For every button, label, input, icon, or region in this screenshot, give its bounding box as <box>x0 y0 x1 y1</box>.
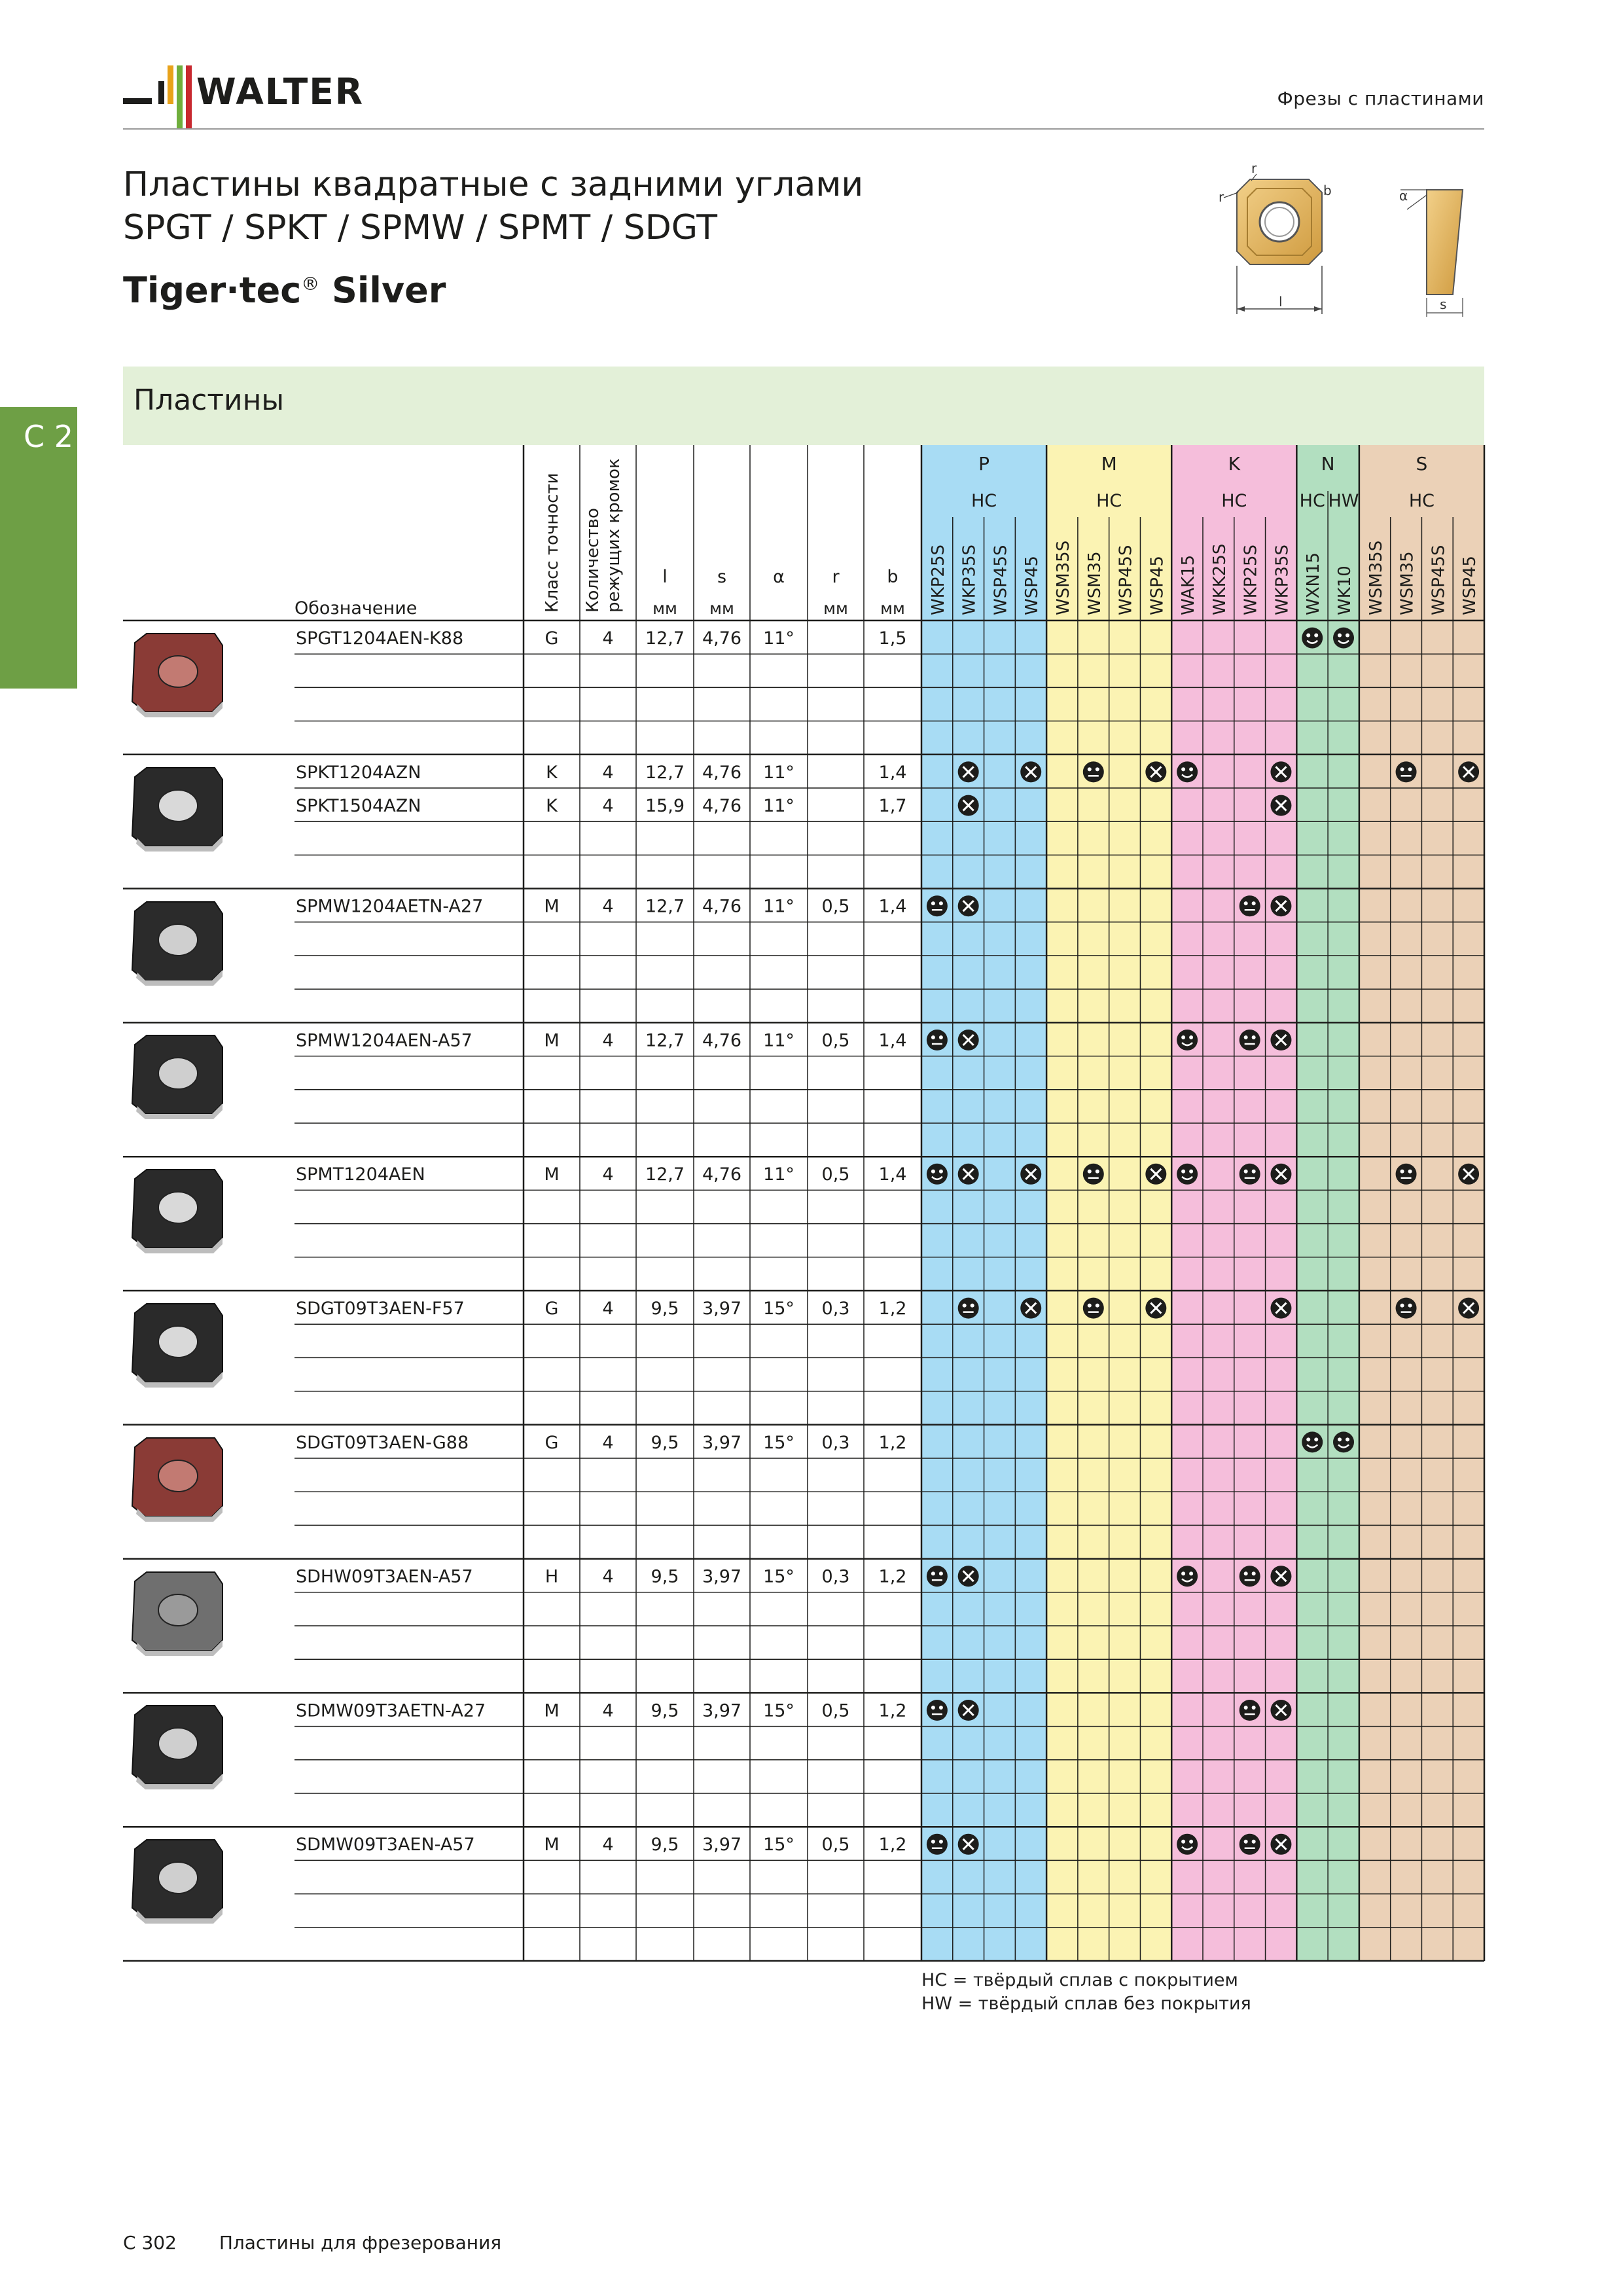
rating-poor-icon <box>1270 1298 1291 1319</box>
rating-medium-icon <box>927 1030 948 1050</box>
cell-edges: 4 <box>602 628 614 649</box>
rating-medium-icon <box>1240 1030 1260 1050</box>
sketch-label-s: s <box>1440 296 1447 312</box>
cell-b: 1,2 <box>878 1299 907 1319</box>
insert-photo <box>123 762 228 854</box>
chapter-tab-label: C 2 <box>24 419 74 454</box>
cell-s: 3,97 <box>702 1432 742 1453</box>
cell-alpha: 11° <box>763 896 794 917</box>
rating-good-icon <box>1177 1566 1198 1587</box>
grade-label: WSP45 <box>1022 556 1043 615</box>
grade-label: WKP25S <box>1241 544 1261 615</box>
cell-b: 1,2 <box>878 1566 907 1587</box>
cell-s: 4,76 <box>702 796 742 816</box>
rating-good-icon <box>927 1164 948 1185</box>
rating-poor-icon <box>958 795 979 816</box>
grade-label: WKP25S <box>928 544 948 615</box>
cell-tolerance: G <box>544 1432 559 1453</box>
cell-r: 0,5 <box>821 896 850 917</box>
rating-good-icon <box>1302 628 1323 649</box>
cell-alpha: 11° <box>763 796 794 816</box>
cell-tolerance: M <box>544 896 560 917</box>
rating-poor-icon <box>958 895 979 916</box>
header-unit: мм <box>709 599 734 618</box>
rating-poor-icon <box>1145 761 1166 782</box>
header-alpha: α <box>773 567 785 587</box>
rating-medium-icon <box>1083 761 1104 782</box>
rating-medium-icon <box>927 1566 948 1587</box>
cell-r: 0,5 <box>821 1030 850 1051</box>
cell-l: 9,5 <box>651 1700 679 1721</box>
subgroup-label: HC <box>1299 491 1325 511</box>
cell-tolerance: M <box>544 1835 560 1856</box>
insert-photo <box>123 628 228 720</box>
registered-mark: ® <box>301 273 320 295</box>
cell-l: 9,5 <box>651 1299 679 1319</box>
header-unit: мм <box>880 599 905 618</box>
header-designation: Обозначение <box>294 598 418 619</box>
group-label-s: S <box>1416 453 1428 475</box>
rating-poor-icon <box>958 1030 979 1050</box>
grade-label: WSM35S <box>1366 540 1386 615</box>
rating-poor-icon <box>958 1164 979 1185</box>
rating-poor-icon <box>1458 761 1479 782</box>
logo-text: WALTER <box>196 71 365 113</box>
rating-medium-icon <box>927 1700 948 1721</box>
rating-medium-icon <box>958 1298 979 1319</box>
insert-designation: SPMW1204AEN-A57 <box>296 1030 473 1051</box>
cell-l: 12,7 <box>645 1164 685 1185</box>
grade-label: WKP35S <box>1272 544 1293 615</box>
rating-medium-icon <box>1240 1700 1260 1721</box>
cell-alpha: 11° <box>763 1164 794 1185</box>
rating-medium-icon <box>927 895 948 916</box>
insert-photo <box>123 1700 228 1792</box>
rating-poor-icon <box>1458 1164 1479 1185</box>
header-r: r <box>832 567 840 587</box>
cell-s: 4,76 <box>702 1030 742 1051</box>
grade-label: WK10 <box>1335 565 1355 615</box>
grade-label: WSM35S <box>1054 540 1073 615</box>
insert-photo <box>123 1164 228 1256</box>
rating-poor-icon <box>1270 1164 1291 1185</box>
cell-edges: 4 <box>602 796 614 816</box>
cell-alpha: 15° <box>763 1432 794 1453</box>
sketch-label-r2: r <box>1251 164 1257 176</box>
insert-designation: SPKT1204AZN <box>296 762 421 783</box>
insert-designation: SDGT09T3AEN-F57 <box>296 1299 465 1319</box>
cell-edges: 4 <box>602 1299 614 1319</box>
cell-edges: 4 <box>602 1700 614 1721</box>
insert-designation: SPKT1504AZN <box>296 796 421 816</box>
cell-b: 1,4 <box>878 896 907 917</box>
rating-poor-icon <box>1020 761 1041 782</box>
rating-good-icon <box>1177 761 1198 782</box>
page-subtitle: SPGT / SPKT / SPMW / SPMT / SDGT <box>123 208 717 247</box>
grade-label: WSP45S <box>1429 545 1449 615</box>
grade-label: WXN15 <box>1304 552 1324 615</box>
cell-b: 1,2 <box>878 1700 907 1721</box>
rating-good-icon <box>1302 1431 1323 1452</box>
rating-poor-icon <box>1270 761 1291 782</box>
cell-s: 3,97 <box>702 1835 742 1856</box>
cell-b: 1,7 <box>878 796 907 816</box>
insert-designation: SDMW09T3AETN-A27 <box>296 1700 486 1721</box>
rating-poor-icon <box>1270 1834 1291 1855</box>
rating-poor-icon <box>958 1834 979 1855</box>
rating-poor-icon <box>958 761 979 782</box>
subgroup-label: HC <box>1096 491 1122 511</box>
cell-tolerance: M <box>544 1700 560 1721</box>
legend <box>921 1969 1251 2016</box>
rating-good-icon <box>1177 1834 1198 1855</box>
cell-b: 1,4 <box>878 1164 907 1185</box>
grade-label: WKP35S <box>959 544 980 615</box>
sketch-label-r1: r <box>1219 189 1224 205</box>
grade-label: WSP45S <box>991 545 1011 615</box>
product-suffix: Silver <box>332 270 446 311</box>
grade-label: WSM35 <box>1084 551 1105 615</box>
header-edges: режущих кромок <box>604 458 624 613</box>
rating-medium-icon <box>1240 1834 1260 1855</box>
rating-poor-icon <box>1020 1164 1041 1185</box>
cell-edges: 4 <box>602 1030 614 1051</box>
insert-designation: SDMW09T3AEN-A57 <box>296 1835 475 1856</box>
cell-s: 4,76 <box>702 896 742 917</box>
header-s: s <box>717 567 727 587</box>
grade-label: WSM35 <box>1397 551 1418 615</box>
group-label-m: M <box>1101 453 1117 475</box>
rating-medium-icon <box>1396 761 1417 782</box>
rating-good-icon <box>1333 628 1354 649</box>
cell-tolerance: K <box>546 796 558 816</box>
cell-edges: 4 <box>602 1432 614 1453</box>
page-title: Пластины квадратные с задними углами <box>123 165 864 204</box>
rating-poor-icon <box>1270 1566 1291 1587</box>
legend-hc: HC = твёрдый сплав с покрытием <box>921 1970 1238 1990</box>
rating-good-icon <box>1177 1164 1198 1185</box>
cell-edges: 4 <box>602 1164 614 1185</box>
cell-edges: 4 <box>602 1835 614 1856</box>
cell-b: 1,5 <box>878 628 907 649</box>
cell-tolerance: K <box>546 762 558 783</box>
cell-s: 3,97 <box>702 1566 742 1587</box>
grade-label: WSP45S <box>1116 545 1136 615</box>
rating-poor-icon <box>1270 895 1291 916</box>
rating-medium-icon <box>1240 1566 1260 1587</box>
cell-s: 4,76 <box>702 628 742 649</box>
section-title: Фрезы с пластинами <box>1277 88 1484 109</box>
cell-tolerance: M <box>544 1030 560 1051</box>
insert-designation: SPMT1204AEN <box>296 1164 425 1185</box>
subgroup-label: HW <box>1328 491 1359 511</box>
cell-b: 1,2 <box>878 1835 907 1856</box>
cell-s: 4,76 <box>702 1164 742 1185</box>
page-number: C 302 <box>123 2232 177 2253</box>
grade-label: WKK25S <box>1209 543 1230 615</box>
cell-l: 12,7 <box>645 628 685 649</box>
cell-l: 15,9 <box>645 796 685 816</box>
cell-s: 3,97 <box>702 1299 742 1319</box>
rating-poor-icon <box>1145 1164 1166 1185</box>
subgroup-label: HC <box>1221 491 1247 511</box>
cell-alpha: 15° <box>763 1835 794 1856</box>
cell-alpha: 15° <box>763 1700 794 1721</box>
rating-good-icon <box>1333 1431 1354 1452</box>
insert-designation: SDGT09T3AEN-G88 <box>296 1432 469 1453</box>
insert-designation: SPGT1204AEN-K88 <box>296 628 464 649</box>
cell-r: 0,5 <box>821 1164 850 1185</box>
cell-r: 0,3 <box>821 1566 850 1587</box>
insert-photo <box>123 1835 228 1926</box>
cell-l: 12,7 <box>645 896 685 917</box>
cell-r: 0,5 <box>821 1700 850 1721</box>
cell-edges: 4 <box>602 896 614 917</box>
rating-medium-icon <box>1396 1298 1417 1319</box>
cell-l: 9,5 <box>651 1566 679 1587</box>
cell-s: 3,97 <box>702 1700 742 1721</box>
group-label-k: K <box>1228 453 1240 475</box>
header-tolerance: Класс точности <box>543 473 562 613</box>
header-edges: Количество <box>583 508 603 613</box>
legend-hw: HW = твёрдый сплав без покрытия <box>921 1994 1251 2014</box>
cell-tolerance: M <box>544 1164 560 1185</box>
rating-medium-icon <box>1240 895 1260 916</box>
cell-b: 1,2 <box>878 1432 907 1453</box>
footer-text: Пластины для фрезерования <box>219 2232 502 2253</box>
sketch-label-l: l <box>1279 294 1283 310</box>
grade-label: WSP45 <box>1460 556 1480 615</box>
section-band-title: Пластины <box>134 384 285 417</box>
rating-good-icon <box>1177 1030 1198 1050</box>
sketch-label-b: b <box>1323 183 1332 198</box>
cell-r: 0,3 <box>821 1299 850 1319</box>
rating-medium-icon <box>1240 1164 1260 1185</box>
insert-photo <box>123 1030 228 1122</box>
product-name: Tiger·tec <box>123 270 302 311</box>
insert-photo <box>123 1299 228 1390</box>
cell-tolerance: G <box>544 1299 559 1319</box>
cell-l: 12,7 <box>645 762 685 783</box>
cell-tolerance: H <box>544 1566 559 1587</box>
cell-r: 0,5 <box>821 1835 850 1856</box>
subgroup-label: HC <box>1408 491 1435 511</box>
rating-medium-icon <box>1396 1164 1417 1185</box>
insert-designation: SPMW1204AETN-A27 <box>296 896 484 917</box>
cell-alpha: 11° <box>763 628 794 649</box>
rating-poor-icon <box>1020 1298 1041 1319</box>
rating-poor-icon <box>958 1566 979 1587</box>
rating-poor-icon <box>1145 1298 1166 1319</box>
cell-alpha: 11° <box>763 1030 794 1051</box>
cell-edges: 4 <box>602 1566 614 1587</box>
rating-poor-icon <box>1458 1298 1479 1319</box>
insert-photo <box>123 1433 228 1524</box>
cell-l: 12,7 <box>645 1030 685 1051</box>
rating-poor-icon <box>1270 1700 1291 1721</box>
cell-s: 4,76 <box>702 762 742 783</box>
rating-medium-icon <box>1083 1298 1104 1319</box>
header-l: l <box>662 567 668 587</box>
grade-label: WAK15 <box>1179 554 1199 615</box>
cell-tolerance: G <box>544 628 559 649</box>
sketch-label-alpha: α <box>1399 188 1408 204</box>
rating-medium-icon <box>927 1834 948 1855</box>
rating-poor-icon <box>1270 1030 1291 1050</box>
cell-l: 9,5 <box>651 1432 679 1453</box>
cell-l: 9,5 <box>651 1835 679 1856</box>
header-unit: мм <box>823 599 848 618</box>
cell-alpha: 11° <box>763 762 794 783</box>
cell-alpha: 15° <box>763 1299 794 1319</box>
subgroup-label: HC <box>971 491 997 511</box>
cell-r: 0,3 <box>821 1432 850 1453</box>
cell-b: 1,4 <box>878 1030 907 1051</box>
rating-medium-icon <box>1083 1164 1104 1185</box>
header-unit: мм <box>652 599 677 618</box>
page-footer <box>123 2232 501 2253</box>
cell-edges: 4 <box>602 762 614 783</box>
group-label-p: P <box>978 453 990 475</box>
insert-photo <box>123 1567 228 1659</box>
grade-label: WSP45 <box>1147 556 1168 615</box>
group-label-n: N <box>1321 453 1335 475</box>
cell-alpha: 15° <box>763 1566 794 1587</box>
insert-photo <box>123 897 228 988</box>
header-b: b <box>887 567 899 587</box>
cell-b: 1,4 <box>878 762 907 783</box>
rating-poor-icon <box>1270 795 1291 816</box>
rating-poor-icon <box>958 1700 979 1721</box>
insert-designation: SDHW09T3AEN-A57 <box>296 1566 473 1587</box>
